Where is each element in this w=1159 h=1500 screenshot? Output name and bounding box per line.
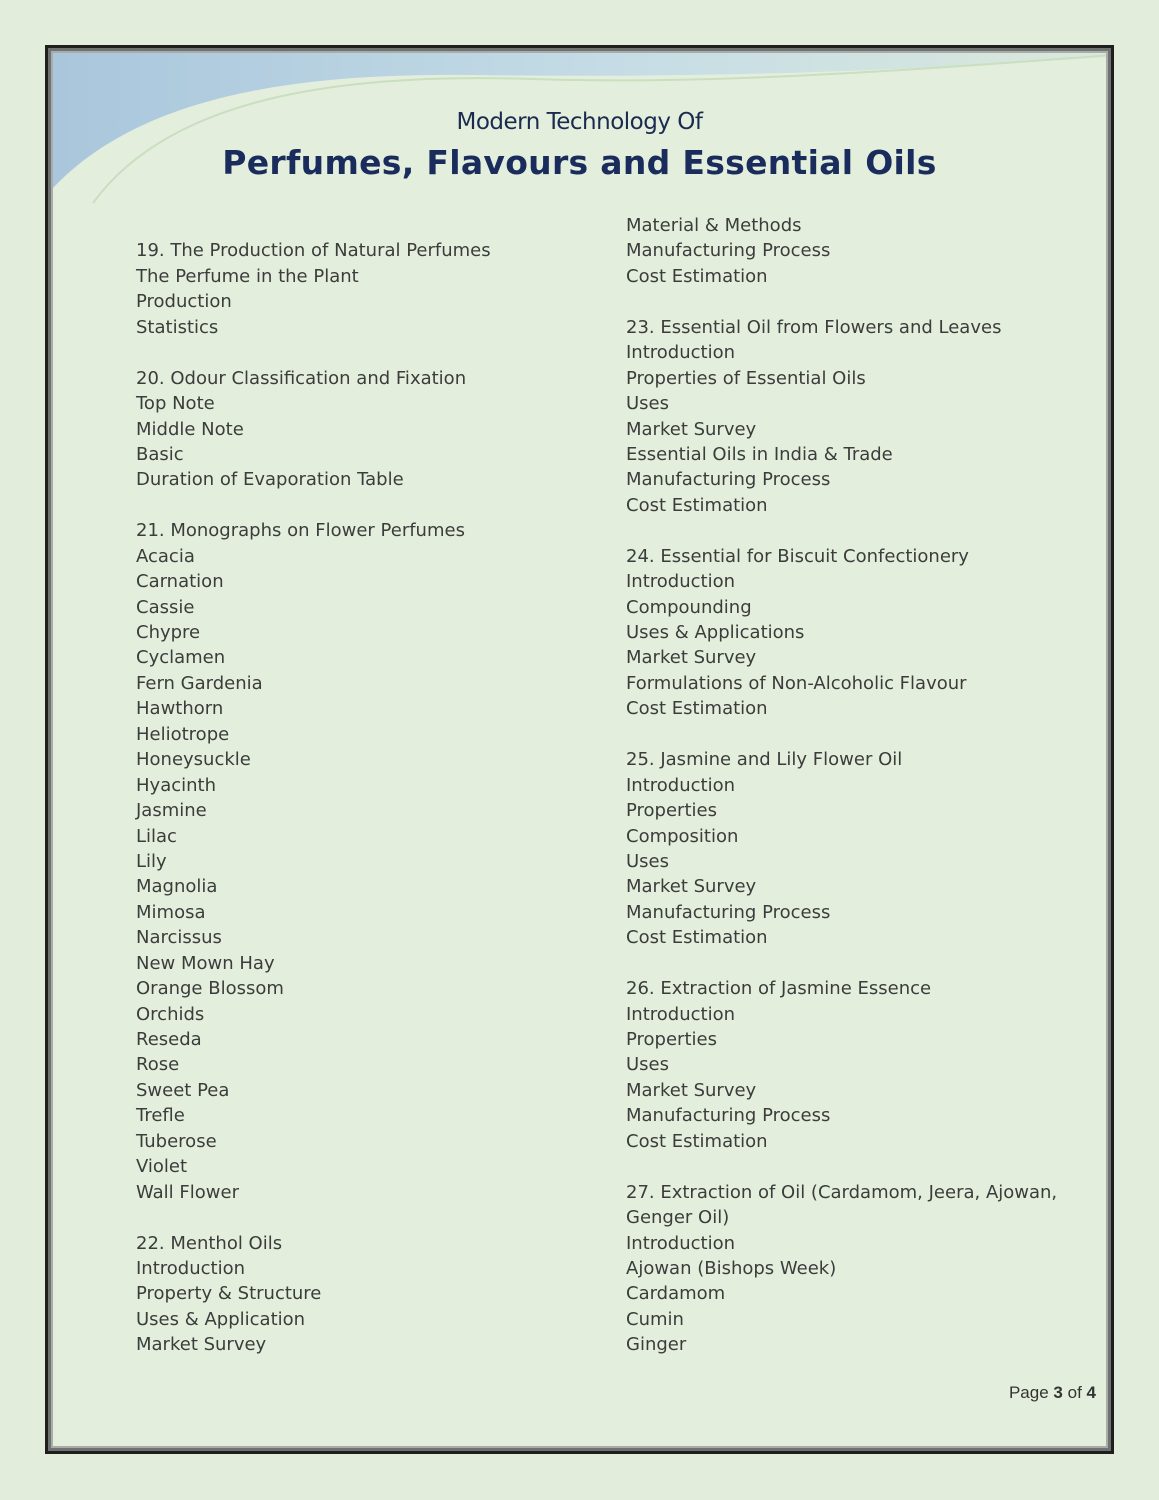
list-item: Uses & Applications xyxy=(626,622,805,643)
list-item: Sweet Pea xyxy=(136,1079,230,1101)
list-item: Rose xyxy=(136,1054,180,1076)
toc-section-23 xyxy=(626,315,1108,519)
page-current: 3 xyxy=(1053,1383,1063,1402)
toc-right-column xyxy=(626,213,1108,1358)
document-title: Perfumes, Flavours and Essential Oils xyxy=(222,143,937,182)
list-item: Statistics xyxy=(136,316,219,338)
header-swoosh-decoration xyxy=(53,53,1108,223)
list-item: Hawthorn xyxy=(136,698,224,720)
list-item: Orange Blossom xyxy=(136,978,284,1000)
page-frame xyxy=(45,45,1114,1454)
list-item: Cumin xyxy=(626,1308,684,1330)
toc-section-22 xyxy=(136,1231,566,1358)
page-of: of xyxy=(1067,1383,1082,1402)
list-item: Acacia xyxy=(136,545,195,567)
toc-left-column xyxy=(136,213,566,1358)
list-item: Introduction xyxy=(626,1003,736,1025)
list-item: Chypre xyxy=(136,622,201,643)
list-item: Property & Structure xyxy=(136,1283,322,1305)
list-item: Hyacinth xyxy=(136,774,216,796)
list-item: Uses xyxy=(626,1054,670,1076)
list-item: Market Survey xyxy=(626,418,757,440)
list-item: Introduction xyxy=(626,342,736,364)
list-item: Market Survey xyxy=(626,1079,757,1101)
list-item: Violet xyxy=(136,1156,188,1178)
list-item: Cyclamen xyxy=(136,647,226,669)
list-item: Tuberose xyxy=(136,1130,217,1152)
list-item: Introduction xyxy=(136,1257,246,1279)
toc-section-20 xyxy=(136,366,566,493)
section-heading: 23. Essential Oil from Flowers and Leaves xyxy=(626,316,1002,338)
list-item: Properties xyxy=(626,800,717,822)
list-item: The Perfume in the Plant xyxy=(136,265,359,287)
toc-section-19 xyxy=(136,238,566,340)
list-item: Mimosa xyxy=(136,901,206,923)
toc-section-22-continued xyxy=(626,213,1108,289)
list-item: Carnation xyxy=(136,571,224,593)
section-heading: 24. Essential for Biscuit Confectionery xyxy=(626,545,969,567)
list-item: Wall Flower xyxy=(136,1181,239,1203)
list-item: Fern Gardenia xyxy=(136,672,263,694)
list-item: Duration of Evaporation Table xyxy=(136,469,404,491)
list-item: Orchids xyxy=(136,1003,205,1025)
section-heading: 27. Extraction of Oil (Cardamom, Jeera, Ajowan, Genger Oil) xyxy=(626,1181,1058,1229)
page-total: 4 xyxy=(1086,1383,1096,1402)
toc-section-27 xyxy=(626,1180,1108,1358)
document-subtitle: Modern Technology Of xyxy=(456,109,703,135)
list-item: Manufacturing Process xyxy=(626,469,831,491)
list-item: Cassie xyxy=(136,596,195,618)
list-item: New Mown Hay xyxy=(136,952,275,974)
list-item: Cost Estimation xyxy=(626,494,768,516)
list-item: Jasmine xyxy=(136,800,207,822)
list-item: Production xyxy=(136,291,232,313)
list-item: Market Survey xyxy=(626,876,757,898)
list-item: Uses xyxy=(626,850,670,872)
section-heading: 25. Jasmine and Lily Flower Oil xyxy=(626,749,903,771)
list-item: Cost Estimation xyxy=(626,1130,768,1152)
list-item: Trefle xyxy=(136,1105,185,1127)
list-item: Market Survey xyxy=(626,647,757,669)
toc-section-21 xyxy=(136,518,566,1205)
list-item: Top Note xyxy=(136,393,215,415)
toc-section-25 xyxy=(626,747,1108,951)
list-item: Honeysuckle xyxy=(136,749,251,771)
list-item: Essential Oils in India & Trade xyxy=(626,443,893,465)
list-item: Introduction xyxy=(626,1232,736,1254)
list-item: Lilac xyxy=(136,825,177,847)
list-item: Manufacturing Process xyxy=(626,240,831,262)
section-heading: 26. Extraction of Jasmine Essence xyxy=(626,978,932,1000)
list-item: Compounding xyxy=(626,596,752,618)
section-heading: 19. The Production of Natural Perfumes xyxy=(136,240,491,262)
list-item: Introduction xyxy=(626,571,736,593)
list-item: Formulations of Non-Alcoholic Flavour xyxy=(626,672,967,694)
list-item: Uses & Application xyxy=(136,1308,306,1330)
list-item: Properties of Essential Oils xyxy=(626,367,866,389)
page-number xyxy=(1009,1383,1096,1403)
section-heading: 20. Odour Classification and Fixation xyxy=(136,367,467,389)
list-item: Market Survey xyxy=(136,1334,267,1356)
list-item: Heliotrope xyxy=(136,723,230,745)
section-heading: 21. Monographs on Flower Perfumes xyxy=(136,520,465,542)
list-item: Properties xyxy=(626,1029,717,1050)
list-item: Ginger xyxy=(626,1334,687,1356)
list-item: Reseda xyxy=(136,1029,202,1050)
list-item: Cost Estimation xyxy=(626,927,768,949)
list-item: Manufacturing Process xyxy=(626,1105,831,1127)
list-item: Lily xyxy=(136,850,167,872)
toc-section-26 xyxy=(626,976,1108,1154)
list-item: Uses xyxy=(626,393,670,415)
list-item: Basic xyxy=(136,443,184,465)
list-item: Material & Methods xyxy=(626,215,802,236)
list-item: Introduction xyxy=(626,774,736,796)
list-item: Middle Note xyxy=(136,418,244,440)
page-label: Page xyxy=(1008,1383,1049,1402)
list-item: Magnolia xyxy=(136,876,218,898)
list-item: Narcissus xyxy=(136,927,222,949)
toc-section-24 xyxy=(626,544,1108,722)
list-item: Cost Estimation xyxy=(626,698,768,720)
list-item: Ajowan (Bishops Week) xyxy=(626,1257,837,1279)
section-heading: 22. Menthol Oils xyxy=(136,1232,283,1254)
page-content xyxy=(51,51,1108,1448)
list-item: Cardamom xyxy=(626,1283,726,1305)
list-item: Manufacturing Process xyxy=(626,901,831,923)
list-item: Cost Estimation xyxy=(626,265,768,287)
list-item: Composition xyxy=(626,825,739,847)
